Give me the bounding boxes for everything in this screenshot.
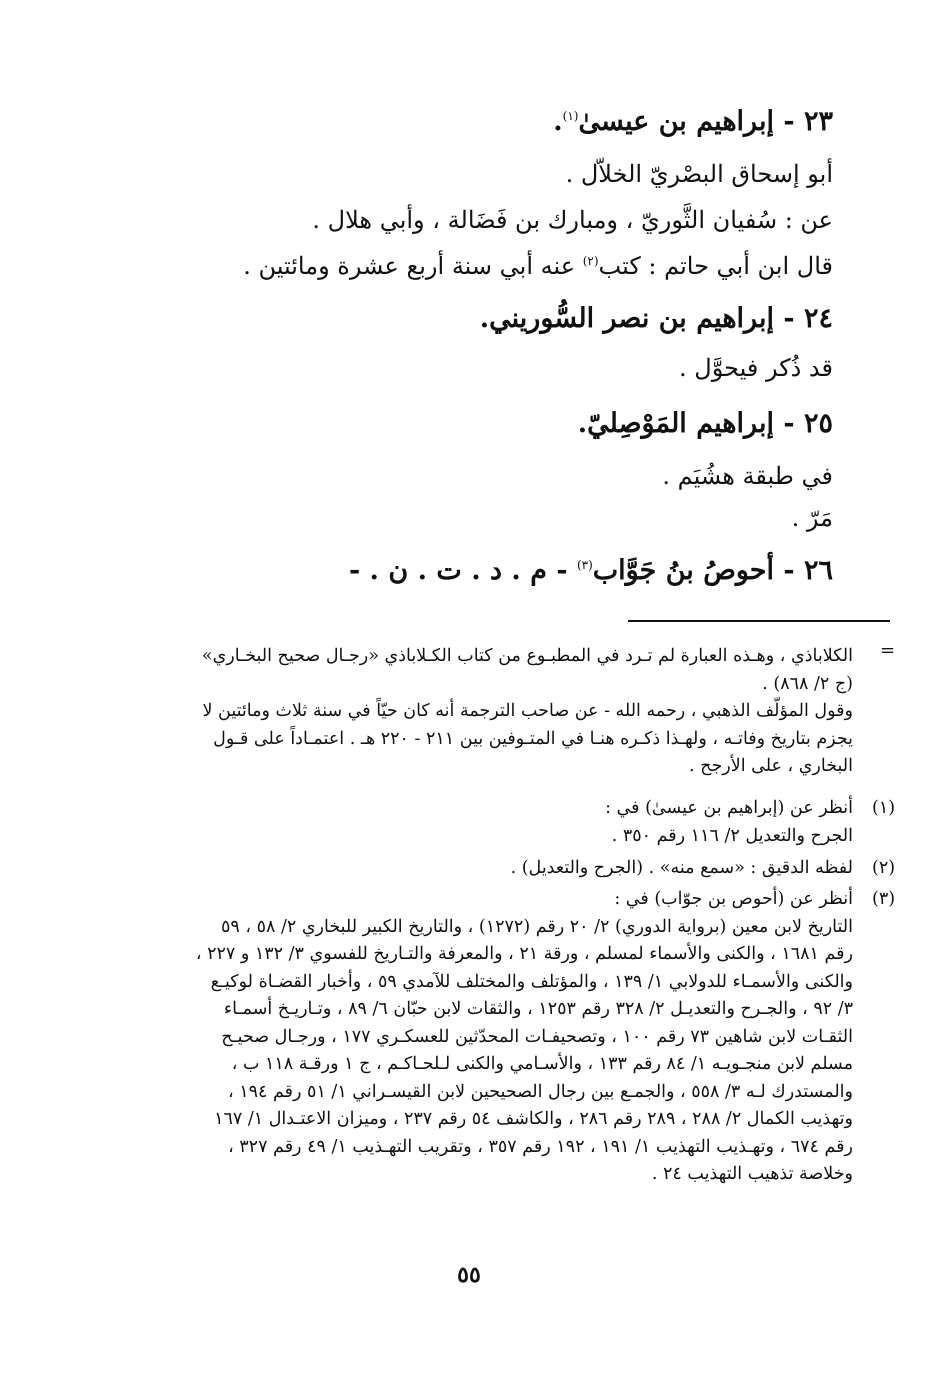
entry-24-text: قد ذُكر فيحوَّل . [679, 354, 833, 382]
footnote-1 [605, 795, 853, 850]
fn3-line: رقم ١٦٨١ ، والكنى والأسماء لمسلم ، ورقة ٢١ ، والمعرفة والتـاريخ للفسوي ٣/ ١٣٢ و ٢٢٧ ، [195, 944, 853, 964]
footnote-3-number: (٣) [872, 889, 896, 909]
fn3-line: رقم ٦٧٤ ، وتهـذيب التهذيب ١/ ١٩١ ، ١٩٢ رقم ٣٥٧ ، وتقريب التهـذيب ١/ ٤٩ رقم ٣٢٧ ، [228, 1136, 853, 1157]
fn3-line: والمستدرك لـه ٣/ ٥٥٨ ، والجمـع بين رجال الصحيحين لابن القيسـراني ١/ ٥١ رقم ١٩٤ ، [228, 1081, 853, 1102]
entry-23-heading: ٢٣ - إبراهيم بن عيسىٰ$^{(١)}$. [553, 106, 833, 137]
fn-cont-line: وقول المؤلّف الذهبي ، رحمه الله - عن صاحب الترجمة أنه كان حيّاً في سنة ثلاث ومائتين لا [202, 701, 853, 721]
fn3-line: وتهذيب الكمال ٢/ ٢٨٨ ، ٢٨٩ رقم ٢٨٦ ، والكاشف ٥٤ رقم ٢٣٧ ، وميزان الاعتـدال ١/ ١٦٧ [214, 1109, 853, 1129]
fn3-line: مسلم لابن منجـويـه ١/ ٨٤ رقم ١٣٣ ، والأسـامي والكنى لـلحـاكـم ، ج ١ ورقـة ١١٨ ب ، [231, 1054, 853, 1074]
entry-26-heading: ٢٦ - أحوصُ بنُ جَوَّاب$^{(٣)}$ - م . د . ت . ن . - [348, 555, 833, 586]
footnote-continuation [185, 643, 853, 781]
fn3-line: الثقـات لابن شاهين ٧٣ رقم ١٠٠ ، وتصحيفـات المحدّثين للعسكـري ١٧٧ ، ورجـال صحيـح [221, 1026, 853, 1047]
fn1-line: الجرح والتعديل ٢/ ١١٦ رقم ٣٥٠ . [611, 825, 853, 846]
entry-25-note: مَرّ . [791, 504, 833, 532]
entry-25-text: في طبقة هشُيَم . [662, 462, 833, 490]
fn1-line: أنظر عن (إبراهيم بن عيسىٰ) في : [605, 798, 853, 818]
entry-24-heading: ٢٤ - إبراهيم بن نصر السُّوريني. [479, 303, 833, 334]
fn3-line: وخلاصة تذهيب التهذيب ٢٤ . [651, 1164, 853, 1184]
entry-23-teachers: عن : سُفيان الثَّوريّ ، ومبارك بن فَضَالة ، وأبي هلال . [312, 206, 833, 234]
fn-cont-line: (ج ٢/ ٨٦٨) . [762, 673, 853, 694]
footnote-3 [185, 886, 853, 1189]
footnote-separator [628, 620, 890, 622]
fn-cont-line: الكلاباذي ، وهـذه العبارة لم تـرد في المطبـوع من كتاب الكـلاباذي «رجـال صحيح البخـاري» [201, 646, 853, 666]
fn3-line: أنظر عن (أحوص بن جوّاب) في : [614, 889, 853, 909]
footnote-1-number: (١) [872, 798, 896, 818]
footnote-2: لفظه الدقيق : «سمع منه» . (الجرح والتعديل) . [510, 858, 853, 878]
footnote-ref-2: (٢) [582, 254, 599, 268]
fn-cont-line: يجزم بتاريخ وفاتـه ، ولهـذا ذكـره هنـا في المتـوفين بين ٢١١ - ٢٢٠ هـ . اعتمـاداً على قـول [213, 728, 853, 749]
fn3-line: التاريخ لابن معين (برواية الدوري) ٢/ ٢٠ رقم (١٢٧٢) ، والتاريخ الكبير للبخاري ٢/ ٥٨ ، ٥٩ [221, 916, 853, 937]
entry-23-kunya: أبو إسحاق البصْريّ الخلاّل . [565, 160, 833, 188]
footnote-2-number: (٢) [872, 858, 896, 878]
footnote-ref-1: (١) [562, 109, 579, 123]
entry-25-heading: ٢٥ - إبراهيم المَوْصِليّ. [577, 408, 833, 439]
fn-cont-line: البخاري ، على الأرجح . [689, 756, 853, 776]
entry-23-quote: قال ابن أبي حاتم : كتب$^{(٢)}$ عنه أبي سنة أربع عشرة ومائتين . [243, 252, 833, 280]
continuation-mark: = [880, 640, 896, 661]
footnote-ref-3: (٣) [576, 558, 593, 572]
fn3-line: والكنى والأسمـاء للدولابي ١/ ١٣٩ ، والمؤتلف والمختلف للآمدي ٥٩ ، وأخبار القضـاة لوكيـع [210, 971, 853, 992]
fn3-line: ٣/ ٩٢ ، والجـرح والتعديـل ٢/ ٣٢٨ رقم ١٢٥٣ ، والثقات لابن حبّان ٦/ ٨٩ ، وتـاريـخ أسمـاء [223, 999, 853, 1019]
page-number: ٥٥ [457, 1262, 481, 1288]
